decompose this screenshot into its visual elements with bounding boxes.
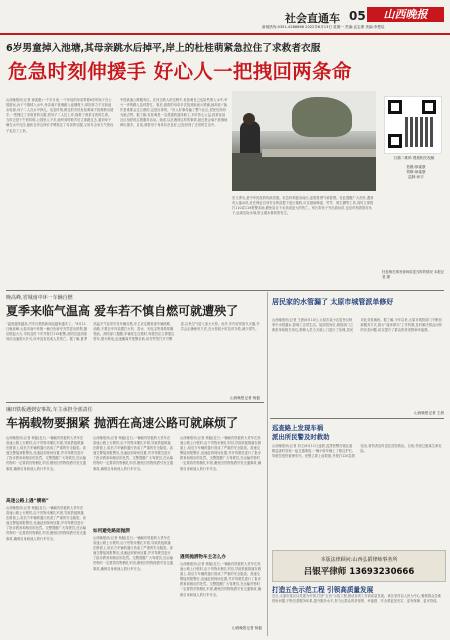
story4-body-3: 山西晚报讯(记者 杨磊)近日,一辆载有铁板的大货车在高速公路上行驶时,由于货物未捆扎牢固,导致铁板散落在路面上,给后方车辆的通行造成了严重的安全隐患。高速交警接到报警后,迅速赶到现场处置,并对驾驶员进行了批评教育和相应的处罚。交警提醒广大驾驶员,在运输货物时一定要将货物捆扎牢固,避免因货物抛洒引发交通事故,确保自身和他人的行车安全。: [180, 436, 262, 471]
legal-ad-box: [272, 550, 446, 582]
story4-body-1: 山西晚报讯(记者 杨磊)近日,一辆载有铁板的大货车在高速公路上行驶时,由于货物未捆扎牢固,导致铁板散落在路面上,给后方车辆的通行造成了严重的安全隐患。高速交警接到报警后,迅速赶到现场处置,并对驾驶员进行了批评教育和相应的处罚。交警提醒广大驾驶员,在运输货物时一定要将货物捆扎牢固,避免因货物抛洒引发交通事故,确保自身和他人的行车安全。: [6, 436, 86, 471]
photo-water: [232, 153, 376, 191]
story4-headline: 车祸载物要捆紧 抛洒在高速公路可就麻烦了: [6, 416, 239, 430]
story4-inline-head3: 遇到抛洒物车主怎么办: [180, 555, 226, 560]
lead-kicker: 6岁男童掉入池塘,其母亲跳水后掉平,岸上的杜桂萌紧急拉住了求救者衣服: [6, 43, 321, 54]
story6-body: 近日,太原市某区以党建为引领,打造“五色”示范工程,推动各项工作高质量发展。该区坚持以人民为中心,聚焦群众急难愁盼问题,不断完善服务体系,提升服务水平,努力让群众的获得感、幸福感、安全感更加充实、更有保障、更可持续。: [272, 594, 442, 604]
story3-byline: 山西晚报记者 王晨: [414, 411, 444, 415]
divider-right-1: [270, 418, 444, 419]
story4-columns: [6, 436, 262, 634]
masthead-logo: 山西晚报: [367, 7, 444, 22]
story2-subhead: 晚高峰,省城南中环一车辆自燃: [6, 295, 73, 301]
photo-person-head: [243, 113, 255, 125]
qr-finder-tr: [422, 100, 436, 114]
story5-subhead: 巡查路上发现车祸: [272, 424, 324, 432]
story2-headline: 夏季来临气温高 爱车若不慎自燃可就遭殃了: [6, 304, 239, 318]
story3-headline: 居民家的水管漏了 太原市城管派单修好: [272, 298, 394, 306]
qr-code: [384, 96, 442, 154]
photo-trees: [292, 97, 352, 137]
story3-body: 山西晚报讯(记者 王晨)6月10日,太原市某小区居民反映家中水管漏水,影响了正常生活。接到投诉后,城管部门立即派单给相关单位,维修人员当天就上门进行了处理,居民对此非常满意。据了解,今年以来,太原市城管部门不断创新服务方式,推行“接诉即办”工作机制,及时解决群众反映的各类问题,切实提升了群众的获得感和幸福感。: [272, 318, 442, 333]
divider-mid: [6, 402, 264, 403]
lead-body-col1: 山西晚报讯(记者 徐素康)一个多月前,一个年轻的母亲带着6岁的孩子在公园游玩,孩子不慎掉入水中,母亲毫不犹豫跳入池塘救子,却因体力不支和池水较深,母子二人在水中挣扎。危急时刻,路过的市民杜桂萌毫不犹豫伸出援手,一把拽住了求救者的衣服,将母子二人拉上岸,挽救了两条宝贵的生命。当时正是下午的时候,公园里人不多,她听到呼救声后立即跑过去,看到母子俩在水中沉浮,她趴在岸边伸长手臂抓住了母亲的衣服,又用尽全身力气把孩子也拉了上来。: [6, 98, 114, 133]
story2-body: “温度越来越高,汽车自燃的新闻也越来越多了。”6月11日晚高峰,太原市南中环街一辆白色轿车突然冒出浓烟,随后燃起大火,司机及时下车并拨打119报警,消防员赶到现场后迅速将火扑灭,所幸没有造成人员伤亡。据了解,夏季高温天气容易引发车辆自燃,车主应定期检查车辆线路、油路,不要在车内放置打火机、香水、充电宝等易燃易爆物品。消防部门提醒,车辆发生自燃时,驾驶员应立即靠边停车,熄火断电,迅速撤离并报警求助,切勿贸然打开引擎盖,以免空气进入加大火势。此外,车内应常备灭火器,并学会正确使用方法,在火势较小时及时扑救,减少损失。: [6, 322, 260, 342]
lead-body-col2: 中国高速公路服务区。在河边救人的过程中,杜桂萌自己也险些滑入水中,幸亏一旁的路人及时帮忙。事后,被救的母亲多次找到她表示感谢,她却说:“换作是谁都会这么做的,这是应该的。”好人好事传遍了整个社区,居民们纷纷为她点赞。据了解,杜桂萌是一名普通的退休职工,平时热心公益,经常参加社区组织的志愿服务活动。她说,以后遇到这样的事情,她还是会毫不犹豫地伸出援手。目前,被救母子身体状况良好,已经回到了正常的生活中。: [120, 98, 228, 128]
lead-body-col3: 见义勇为,是中华民族的传统美德。危急时刻挺身而出,更需要勇气和智慧。在此提醒广大市民,遇到有人落水时,应在保证自身安全的前提下进行施救,可以借助绳索、竹竿、救生圈等工具,同时立即拨打110或119报警求助,避免盲目下水造成更大的伤亡。家长带孩子外出游玩时,也应时刻看管好孩子,远离危险水域,防止溺水事故的发生。: [232, 196, 374, 216]
qr-finder-bl: [388, 134, 402, 148]
story4-body-3b: 山西晚报讯(记者 杨磊)近日,一辆载有铁板的大货车在高速公路上行驶时,由于货物未捆扎牢固,导致铁板散落在路面上,给后方车辆的通行造成了严重的安全隐患。高速交警接到报警后,迅速赶到现场处置,并对驾驶员进行了批评教育和相应的处罚。交警提醒广大驾驶员,在运输货物时一定要将货物捆扎牢固,避免因货物抛洒引发交通事故,确保自身和他人的行车安全。: [180, 562, 262, 597]
story2-byline: 山西晚报记者 杨磊: [230, 396, 260, 400]
story4-body-2b: 山西晚报讯(记者 杨磊)近日,一辆载有铁板的大货车在高速公路上行驶时,由于货物未捆扎牢固,导致铁板散落在路面上,给后方车辆的通行造成了严重的安全隐患。高速交警接到报警后,迅速赶到现场处置,并对驾驶员进行了批评教育和相应的处罚。交警提醒广大驾驶员,在运输货物时一定要将货物捆扎牢固,避免因货物抛洒引发交通事故,确保自身和他人的行车安全。: [93, 536, 173, 571]
section-title: 社会直通车: [285, 12, 340, 25]
qr-credit: 拍摄:徐素康 剪辑:徐素康 监制:孙宇: [406, 165, 426, 179]
lead-headline: 危急时刻伸援手 好心人一把拽回两条命: [8, 60, 352, 83]
lead-photo-caption: 杜桂萌在事发现场讲述当时的情况 本报记者 摄: [382, 270, 445, 279]
qr-pattern: [405, 117, 435, 147]
story4-body-2: 山西晚报讯(记者 杨磊)近日,一辆载有铁板的大货车在高速公路上行驶时,由于货物未捆扎牢固,导致铁板散落在路面上,给后方车辆的通行造成了严重的安全隐患。高速交警接到报警后,迅速赶到现场处置,并对驾驶员进行了批评教育和相应的处罚。交警提醒广大驾驶员,在运输货物时一定要将货物捆扎牢固,避免因货物抛洒引发交通事故,确保自身和他人的行车安全。: [93, 436, 173, 471]
qr-caption: 扫描二维码 观看相关视频: [393, 156, 435, 160]
masthead-rule: [0, 33, 450, 35]
story4-inline-head1: 高速公路上遇“横祸”: [6, 499, 49, 504]
lead-photo: [232, 91, 376, 191]
divider-lead: [6, 290, 444, 291]
story4-subhead: 廉田铁板遇到安事故,车主承担全部责任: [6, 407, 93, 413]
qr-finder-tl: [388, 100, 402, 114]
story6-headline: 打造五色示范工程 引领高质量发展: [272, 586, 374, 594]
story4-inline-head2: 如何避免路面抛洒: [93, 529, 130, 534]
contact-line: 新闻热线:0351-4286666 2022年6月13日 星期一 责编:孟志康 美编:李慧辰: [262, 25, 385, 29]
ad-line1: 本版法律顾问:山西弘韬律师事务所: [320, 557, 398, 563]
page-number: 05: [349, 9, 366, 23]
divider-vertical: [267, 292, 268, 636]
photo-wall: [262, 149, 376, 157]
story5-body: 山西晚报讯(记者 刘文)6月11日凌晨,巡逻民警在辖区道路巡查时发现一起交通事故,一辆小轿车撞上了路边护栏,驾驶员受伤被困车内。民警立即上前救援,并拨打120急救电话,将伤者及时送往医院救治。目前,伤者已脱离生命危险。: [272, 444, 442, 459]
ad-line2: 吕银平律师 13693230666: [303, 567, 415, 577]
story5-headline: 派出所民警及时救助: [272, 433, 330, 441]
masthead: [0, 0, 450, 44]
story4-body-1b: 山西晚报讯(记者 杨磊)近日,一辆载有铁板的大货车在高速公路上行驶时,由于货物未捆扎牢固,导致铁板散落在路面上,给后方车辆的通行造成了严重的安全隐患。高速交警接到报警后,迅速赶到现场处置,并对驾驶员进行了批评教育和相应的处罚。交警提醒广大驾驶员,在运输货物时一定要将货物捆扎牢固,避免因货物抛洒引发交通事故,确保自身和他人的行车安全。: [6, 506, 86, 541]
story4-byline: 山西晚报记者 杨磊: [232, 626, 262, 630]
